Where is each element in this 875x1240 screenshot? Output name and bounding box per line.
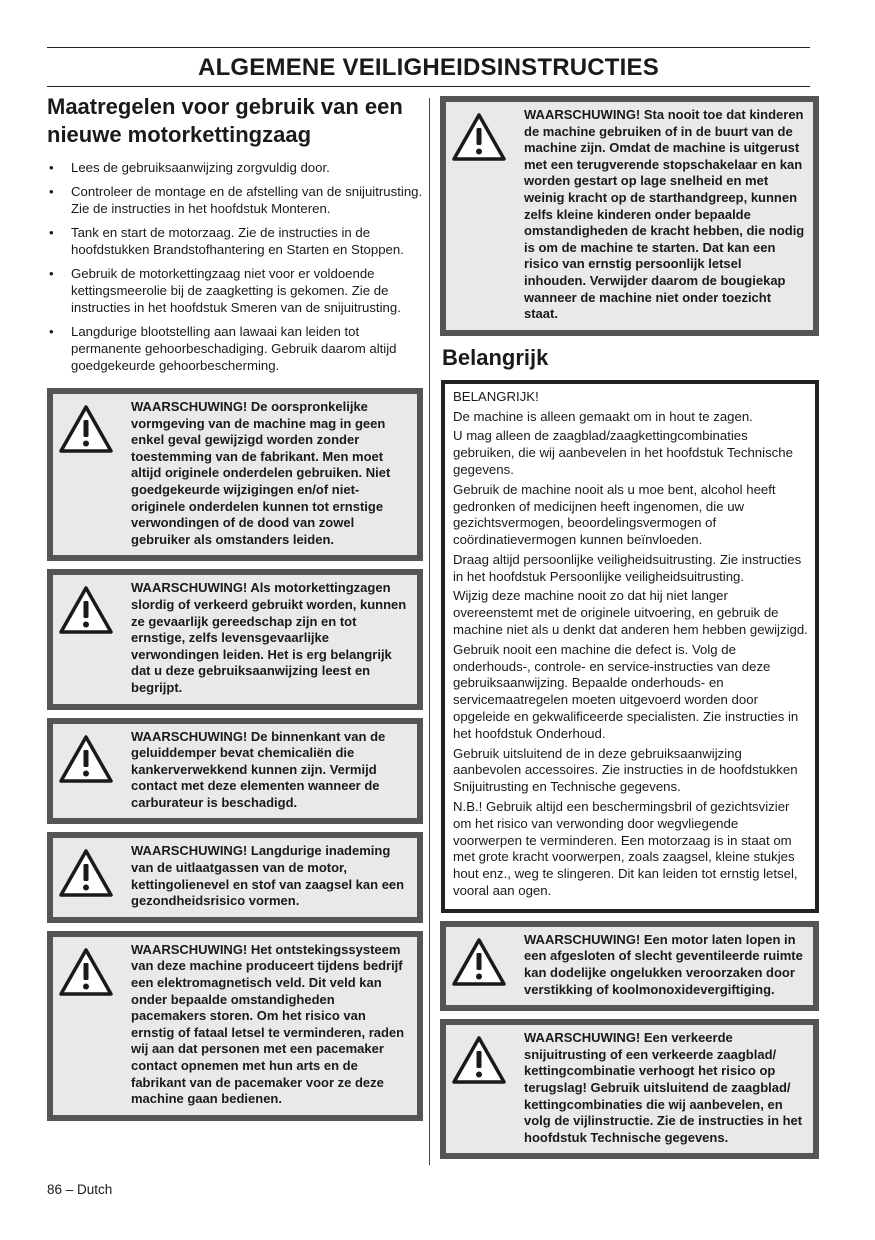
warning-box <box>47 718 423 825</box>
list-item: • Langdurige blootstelling aan lawaai kan leiden tot permanente gehoorbeschadiging. Gebruik daarom altijd goedgekeurde gehoorbescherming. <box>49 324 397 373</box>
section-heading: Maatregelen voor gebruik van een nieuwe motorkettingzaag <box>47 94 403 147</box>
warning-triangle-icon <box>452 1030 514 1084</box>
warning-box <box>440 921 819 1011</box>
warning-box <box>47 569 423 709</box>
warning-box <box>47 931 423 1121</box>
warning-text: WAARSCHUWING! Sta nooit toe dat kinderen de machine gebruiken of in de buurt van de machine zijn. Omdat de machine is uitgerust met een terugverende stopschakelaar en kan worden gestart op lage snelheid en met weinig kracht op de starthandgreep, kunnen zelfs kleine kinderen onder bepaalde omstandigheden de kracht hebben, die nodig is om de machine te starten. Dat kan een risico van ernstig persoonlijk letsel inhouden. Verwijder daarom de bougiekap wanneer de machine niet onder toezicht staat. <box>524 107 805 322</box>
important-paragraph: Wijzig deze machine nooit zo dat hij niet langer overeenstemt met de originele uitvoering, en gebruik de machine niet als u denkt dat anderen hem hebben gewijzigd. <box>453 588 808 638</box>
right-column <box>440 96 819 1167</box>
list-item: • Lees de gebruiksaanwijzing zorgvuldig door. <box>49 160 330 175</box>
warning-text: WAARSCHUWING! Langdurige inademing van de uitlaatgassen van de motor, kettingolienevel en stof van zaagsel kan een gezondheidsrisico vormen. <box>131 843 405 909</box>
page-title: ALGEMENE VEILIGHEIDSINSTRUCTIES <box>198 54 659 81</box>
warning-text: WAARSCHUWING! Een motor laten lopen in een afgesloten of slecht geventileerde ruimte kan dodelijke ongelukken veroorzaken door verstikking of koolmonoxidevergiftiging. <box>524 931 803 997</box>
important-paragraph: Gebruik de machine nooit als u moe bent, alcohol heeft gedronken of medicijnen heeft ingenomen, die uw gezichtsvermogen, beoordelingsvermogen of coördinatievermogen kunnen beïnvloeden. <box>453 481 776 548</box>
important-paragraph: Draag altijd persoonlijke veiligheidsuitrusting. Zie instructies in het hoofdstuk Persoonlijke veiligheidsuitrusting. <box>453 551 802 584</box>
list-item: • Controleer de montage en de afstelling van de snijuitrusting. Zie de instructies in het hoofdstuk Monteren. <box>49 184 423 216</box>
bullet-list <box>47 159 423 374</box>
warning-triangle-icon <box>59 399 121 453</box>
warning-text: WAARSCHUWING! De oorspronkelijke vormgeving van de machine mag in geen enkel geval gewijzigd worden zonder toestemming van de fabrikant. Men moet altijd originele onderdelen gebruiken. Niet goedgekeurde wijzigingen en/of niet-originele onderdelen kunnen tot ernstige verwondingen of de dood van zowel gebruiker als omstanders leiden. <box>131 399 391 547</box>
warning-text: WAARSCHUWING! Het ontstekingssysteem van deze machine produceert tijdens bedrijf een elektromagnetisch veld. Dit veld kan onder bepaalde omstandigheden pacemakers storen. Om het risico van ernstig of fataal letsel te verminderen, raden wij aan dat personen met een pacemaker contact opnemen met hun arts en de fabrikant van de pacemaker voor ze deze machine gaan bedienen. <box>131 941 405 1107</box>
warning-text: WAARSCHUWING! Als motorkettingzagen slordig of verkeerd gebruikt worden, kunnen ze gevaarlijk gereedschap zijn en tot ernstige, zelfs levensgevaarlijke verwondingen leiden. Het is erg belangrijk dat u deze gebruiksaanwijzing leest en begrijpt. <box>131 580 407 695</box>
important-paragraph: De machine is alleen gemaakt om in hout te zagen. <box>453 408 753 424</box>
important-paragraph: BELANGRIJK! <box>453 388 539 404</box>
warning-triangle-icon <box>59 729 121 783</box>
warning-box <box>440 96 819 336</box>
warning-text: WAARSCHUWING! De binnenkant van de geluiddemper bevat chemicaliën die kankerverwekkend kunnen zijn. Vermijd contact met deze elementen wanneer de carburateur is beschadigd. <box>131 728 386 810</box>
important-paragraph: N.B.! Gebruik altijd een beschermingsbril of gezichtsvizier om het risico van verwonding door wegvliegende voorwerpen te verminderen. Een motorzaag is in staat om met grote kracht voorwerpen, zoals zaagsel, kleine stukjes hout enz., weg te slingeren. Dit kan leiden tot ernstig letsel, vooral aan ogen. <box>453 799 798 899</box>
important-heading: Belangrijk <box>442 344 549 370</box>
list-item: • Tank en start de motorzaag. Zie de instructies in de hoofdstukken Brandstofhantering en Starten en Stoppen. <box>49 225 404 257</box>
warning-box <box>47 388 423 561</box>
title-underline <box>47 86 810 87</box>
warning-box <box>440 1019 819 1159</box>
left-column <box>47 93 423 1129</box>
column-divider <box>429 98 430 1165</box>
warning-triangle-icon <box>59 843 121 897</box>
top-rule <box>47 47 810 48</box>
list-item: • Gebruik de motorkettingzaag niet voor er voldoende kettingsmeerolie bij de zaagketting is gekomen. Zie de instructies in het hoofdstuk Smeren van de snijuitrusting. <box>49 266 401 315</box>
warning-text: WAARSCHUWING! Een verkeerde snijuitrusting of een verkeerde zaagblad/ kettingcombinatie verhoogt het risico op terugslag! Gebruik uitsluitend de zaagblad/ kettingcombinaties die wij aanbevelen, en volg de vijlinstructie. Zie de instructies in het hoofdstuk Technische gegevens. <box>524 1030 803 1145</box>
warning-triangle-icon <box>452 932 514 986</box>
important-paragraph: U mag alleen de zaagblad/zaagkettingcombinaties gebruiken, die wij aanbevelen in het hoofdstuk Technische gegevens. <box>453 428 793 477</box>
important-paragraph: Gebruik nooit een machine die defect is. Volg de onderhouds-, controle- en service-instructies van deze gebruiksaanwijzing. Bepaalde onderhouds- en servicemaatregelen moeten uitgevoerd worden door opgeleide en gekwalificeerde specialisten. Zie instructies in het hoofdstuk Onderhoud. <box>453 641 799 741</box>
warning-box <box>47 832 423 922</box>
warning-triangle-icon <box>59 942 121 996</box>
warning-triangle-icon <box>452 107 514 161</box>
warning-triangle-icon <box>59 580 121 634</box>
page-footer: 86 – Dutch <box>47 1182 113 1197</box>
important-box <box>441 380 819 913</box>
important-paragraph: Gebruik uitsluitend de in deze gebruiksaanwijzing aanbevolen accessoires. Zie instructies in de hoofdstukken Snijuitrusting en Technische gegevens. <box>453 745 798 795</box>
